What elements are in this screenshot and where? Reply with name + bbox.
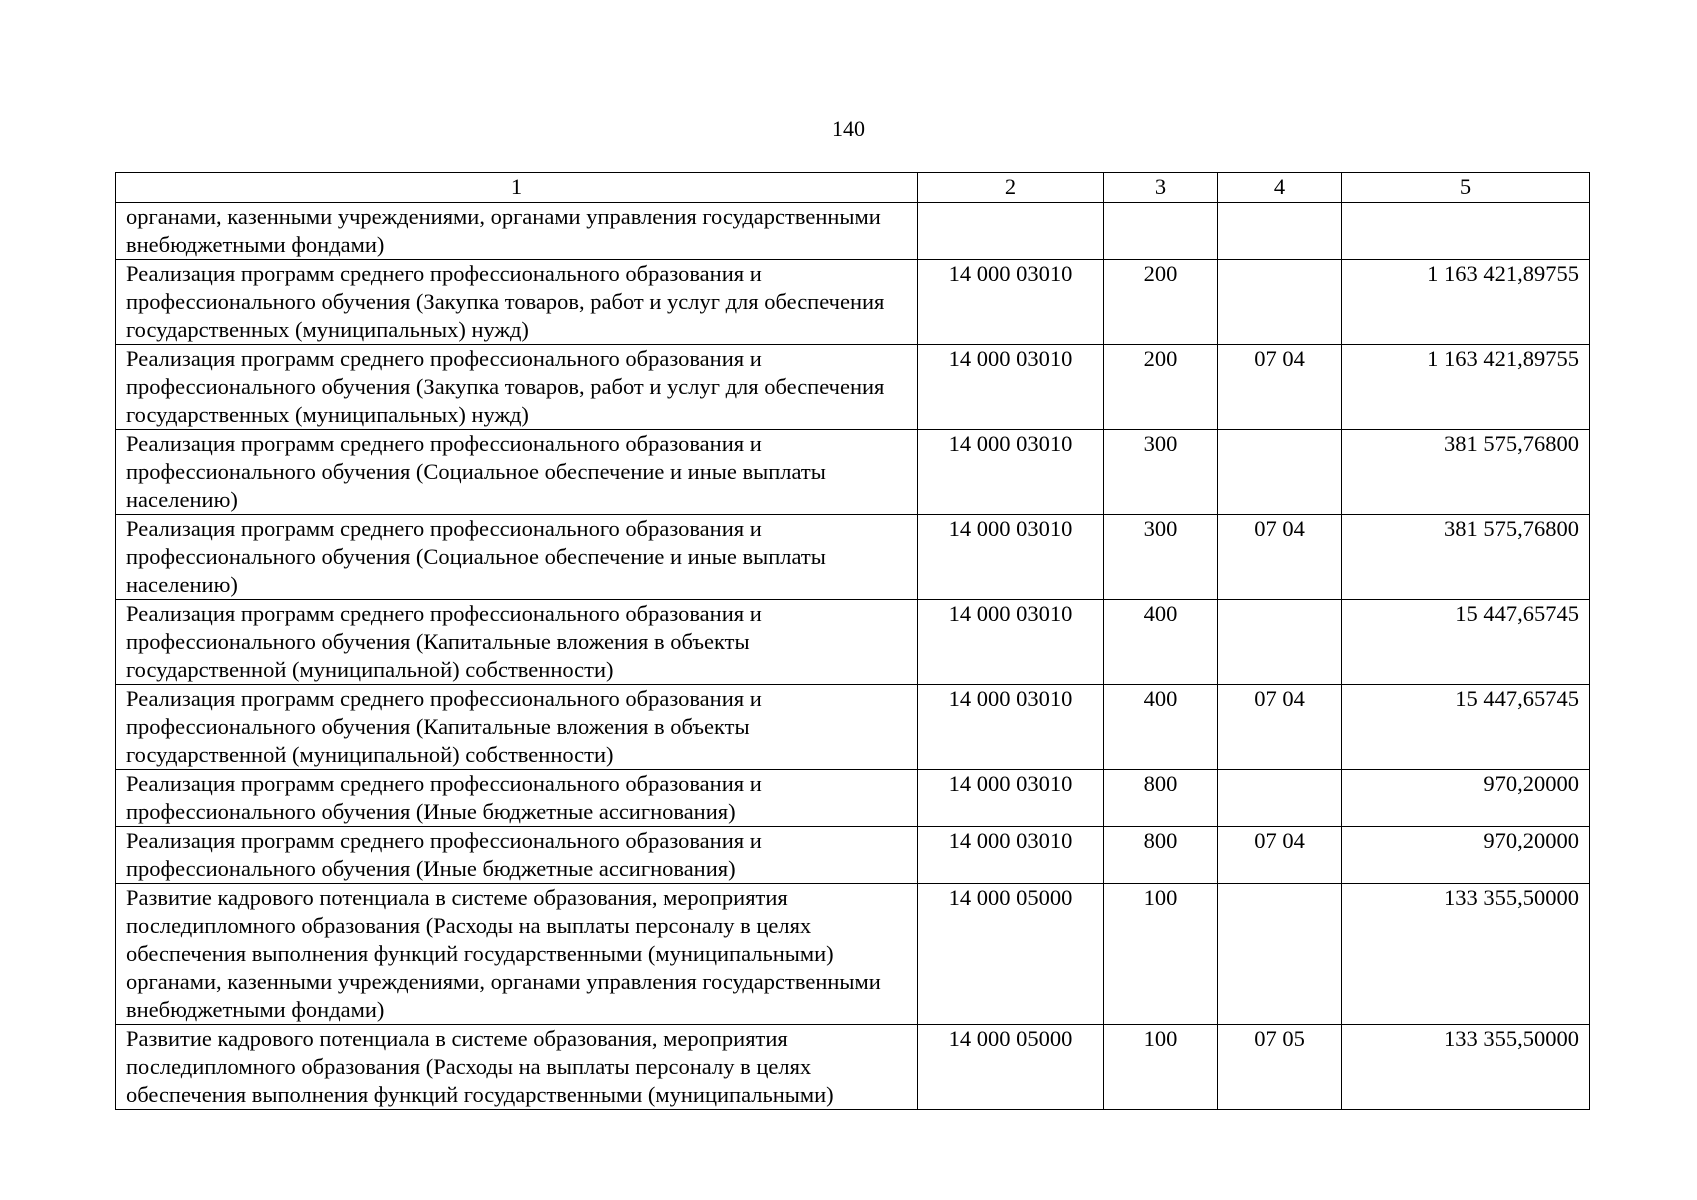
row-section: 07 04 xyxy=(1218,515,1342,600)
row-section: 07 05 xyxy=(1218,1025,1342,1110)
table-row xyxy=(116,260,1590,345)
row-target-code: 14 000 03010 xyxy=(918,685,1104,770)
row-section xyxy=(1218,260,1342,345)
table-row xyxy=(116,884,1590,1025)
row-name: Реализация программ среднего профессионального образования и профессионального обучения (Социальное обеспечение и иные выплаты населению) xyxy=(116,515,918,600)
row-section xyxy=(1218,884,1342,1025)
row-expense-type: 100 xyxy=(1104,1025,1218,1110)
row-section xyxy=(1218,430,1342,515)
row-expense-type: 100 xyxy=(1104,884,1218,1025)
row-sum: 15 447,65745 xyxy=(1342,600,1590,685)
header-col-2: 2 xyxy=(918,173,1104,203)
row-target-code: 14 000 03010 xyxy=(918,345,1104,430)
row-name: Реализация программ среднего профессионального образования и профессионального обучения (Иные бюджетные ассигнования) xyxy=(116,827,918,884)
row-section xyxy=(1218,770,1342,827)
header-col-5: 5 xyxy=(1342,173,1590,203)
row-sum: 133 355,50000 xyxy=(1342,884,1590,1025)
row-target-code: 14 000 05000 xyxy=(918,1025,1104,1110)
row-name: Реализация программ среднего профессионального образования и профессионального обучения (Закупка товаров, работ и услуг для обеспечения государственных (муниципальных) нужд) xyxy=(116,345,918,430)
header-col-4: 4 xyxy=(1218,173,1342,203)
row-sum: 970,20000 xyxy=(1342,770,1590,827)
row-sum: 1 163 421,89755 xyxy=(1342,345,1590,430)
row-expense-type: 200 xyxy=(1104,345,1218,430)
row-expense-type: 400 xyxy=(1104,685,1218,770)
row-target-code: 14 000 03010 xyxy=(918,770,1104,827)
row-target-code: 14 000 03010 xyxy=(918,260,1104,345)
table-row xyxy=(116,203,1590,260)
table-row xyxy=(116,827,1590,884)
row-name: органами, казенными учреждениями, органами управления государственными внебюджетными фондами) xyxy=(116,203,918,260)
row-name: Реализация программ среднего профессионального образования и профессионального обучения (Капитальные вложения в объекты государственной (муниципальной) собственности) xyxy=(116,600,918,685)
row-name: Реализация программ среднего профессионального образования и профессионального обучения (Закупка товаров, работ и услуг для обеспечения государственных (муниципальных) нужд) xyxy=(116,260,918,345)
header-col-3: 3 xyxy=(1104,173,1218,203)
row-section: 07 04 xyxy=(1218,345,1342,430)
row-target-code: 14 000 03010 xyxy=(918,430,1104,515)
row-target-code: 14 000 03010 xyxy=(918,827,1104,884)
row-expense-type: 800 xyxy=(1104,770,1218,827)
row-sum: 133 355,50000 xyxy=(1342,1025,1590,1110)
row-name: Реализация программ среднего профессионального образования и профессионального обучения (Социальное обеспечение и иные выплаты населению) xyxy=(116,430,918,515)
row-section: 07 04 xyxy=(1218,827,1342,884)
row-expense-type: 200 xyxy=(1104,260,1218,345)
table-row xyxy=(116,1025,1590,1110)
row-sum xyxy=(1342,203,1590,260)
row-name: Реализация программ среднего профессионального образования и профессионального обучения (Иные бюджетные ассигнования) xyxy=(116,770,918,827)
row-expense-type: 300 xyxy=(1104,515,1218,600)
table-row xyxy=(116,600,1590,685)
row-target-code xyxy=(918,203,1104,260)
header-col-1: 1 xyxy=(116,173,918,203)
budget-table xyxy=(115,172,1590,1110)
table-row xyxy=(116,770,1590,827)
table-row xyxy=(116,345,1590,430)
row-section xyxy=(1218,600,1342,685)
row-sum: 381 575,76800 xyxy=(1342,430,1590,515)
header-row xyxy=(116,173,1590,203)
row-sum: 1 163 421,89755 xyxy=(1342,260,1590,345)
row-name: Реализация программ среднего профессионального образования и профессионального обучения (Капитальные вложения в объекты государственной (муниципальной) собственности) xyxy=(116,685,918,770)
row-name: Развитие кадрового потенциала в системе образования, мероприятия последипломного образования (Расходы на выплаты персоналу в целях обеспечения выполнения функций государственными (муниципальными) xyxy=(116,1025,918,1110)
row-target-code: 14 000 03010 xyxy=(918,600,1104,685)
row-section xyxy=(1218,203,1342,260)
row-expense-type: 300 xyxy=(1104,430,1218,515)
table-row xyxy=(116,685,1590,770)
row-sum: 381 575,76800 xyxy=(1342,515,1590,600)
row-expense-type: 800 xyxy=(1104,827,1218,884)
row-expense-type: 400 xyxy=(1104,600,1218,685)
table-row xyxy=(116,515,1590,600)
row-expense-type xyxy=(1104,203,1218,260)
page-number: 140 xyxy=(832,116,865,141)
table-row xyxy=(116,430,1590,515)
row-sum: 15 447,65745 xyxy=(1342,685,1590,770)
row-section: 07 04 xyxy=(1218,685,1342,770)
row-target-code: 14 000 05000 xyxy=(918,884,1104,1025)
row-name: Развитие кадрового потенциала в системе образования, мероприятия последипломного образования (Расходы на выплаты персоналу в целях обеспечения выполнения функций государственными (муниципальными) органами, казенными учреждениями, органами управления государственными внебюджетными фондами) xyxy=(116,884,918,1025)
row-target-code: 14 000 03010 xyxy=(918,515,1104,600)
row-sum: 970,20000 xyxy=(1342,827,1590,884)
